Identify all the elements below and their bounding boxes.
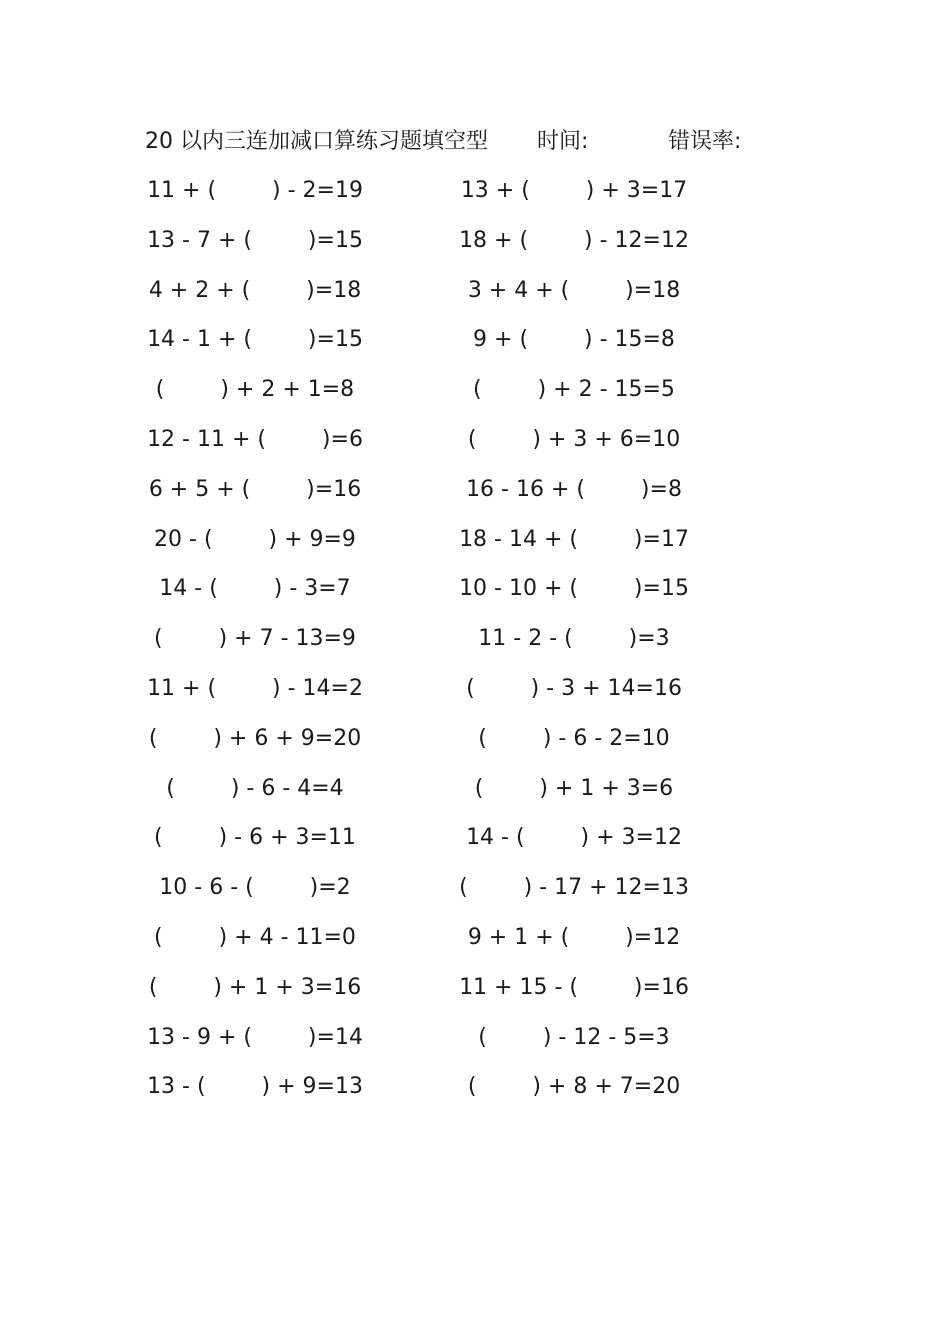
problem-left: ( ) + 7 - 13=9	[154, 626, 356, 652]
problem-right: 16 - 16 + ( )=8	[466, 476, 682, 502]
problem-row	[0, 324, 950, 374]
problem-left: ( ) + 6 + 9=20	[148, 725, 362, 751]
problem-left: 11 + ( ) - 2=19	[147, 178, 363, 203]
error-rate-label: 错误率:	[668, 129, 742, 154]
problem-row	[0, 424, 950, 474]
problem-right: 18 - 14 + ( )=17	[459, 526, 689, 552]
problem-right: ( ) + 8 + 7=20	[467, 1074, 681, 1100]
problem-right: 18 + ( ) - 12=12	[459, 227, 689, 253]
problem-left: 13 - ( ) + 9=13	[147, 1074, 363, 1100]
problem-row	[0, 225, 950, 275]
problem-left: 14 - 1 + ( )=15	[147, 327, 363, 353]
problem-left: 6 + 5 + ( )=16	[148, 476, 362, 502]
problem-left: 20 - ( ) + 9=9	[154, 526, 356, 552]
problem-left: 13 - 7 + ( )=15	[147, 227, 363, 253]
problem-right: 11 - 2 - ( )=3	[478, 626, 670, 652]
time-label: 时间:	[537, 129, 589, 154]
problem-right: 11 + 15 - ( )=16	[459, 974, 689, 1000]
problem-right: ( ) - 3 + 14=16	[466, 675, 682, 701]
problem-row	[0, 773, 950, 823]
problem-row	[0, 623, 950, 673]
problem-row	[0, 573, 950, 623]
problem-right: 9 + 1 + ( )=12	[467, 924, 681, 950]
problem-row	[0, 474, 950, 524]
problem-grid	[0, 175, 950, 1121]
problem-right: ( ) - 12 - 5=3	[478, 1024, 670, 1050]
problem-right: ( ) + 3 + 6=10	[467, 426, 681, 452]
problem-right: ( ) + 1 + 3=6	[474, 775, 674, 801]
problem-left: ( ) - 6 + 3=11	[154, 825, 356, 851]
problem-row	[0, 1022, 950, 1072]
problem-left: ( ) + 1 + 3=16	[148, 974, 362, 1000]
problem-left: 11 + ( ) - 14=2	[147, 675, 363, 701]
problem-left: ( ) - 6 - 4=4	[166, 775, 344, 801]
problem-row	[0, 374, 950, 424]
problem-row	[0, 1071, 950, 1121]
problem-right: ( ) - 6 - 2=10	[478, 725, 670, 751]
problem-right: 13 + ( ) + 3=17	[460, 178, 688, 203]
problem-row	[0, 972, 950, 1022]
problem-right: 10 - 10 + ( )=15	[459, 576, 689, 602]
problem-right: 9 + ( ) - 15=8	[473, 327, 675, 353]
problem-row	[0, 275, 950, 325]
problem-row	[0, 175, 950, 225]
problem-left: 4 + 2 + ( )=18	[148, 277, 362, 303]
problem-left: ( ) + 2 + 1=8	[155, 377, 355, 403]
worksheet-title: 20 以内三连加减口算练习题填空型	[145, 129, 488, 154]
problem-left: ( ) + 4 - 11=0	[154, 924, 356, 950]
problem-left: 12 - 11 + ( )=6	[147, 426, 363, 452]
problem-row	[0, 822, 950, 872]
problem-row	[0, 872, 950, 922]
problem-right: ( ) + 2 - 15=5	[473, 377, 675, 403]
problem-row	[0, 673, 950, 723]
problem-right: ( ) - 17 + 12=13	[459, 875, 689, 901]
problem-left: 13 - 9 + ( )=14	[147, 1024, 363, 1050]
problem-row	[0, 922, 950, 972]
problem-left: 10 - 6 - ( )=2	[159, 875, 351, 901]
problem-right: 14 - ( ) + 3=12	[466, 825, 682, 851]
problem-row	[0, 524, 950, 574]
problem-right: 3 + 4 + ( )=18	[467, 277, 681, 303]
problem-row	[0, 723, 950, 773]
problem-left: 14 - ( ) - 3=7	[159, 576, 351, 602]
